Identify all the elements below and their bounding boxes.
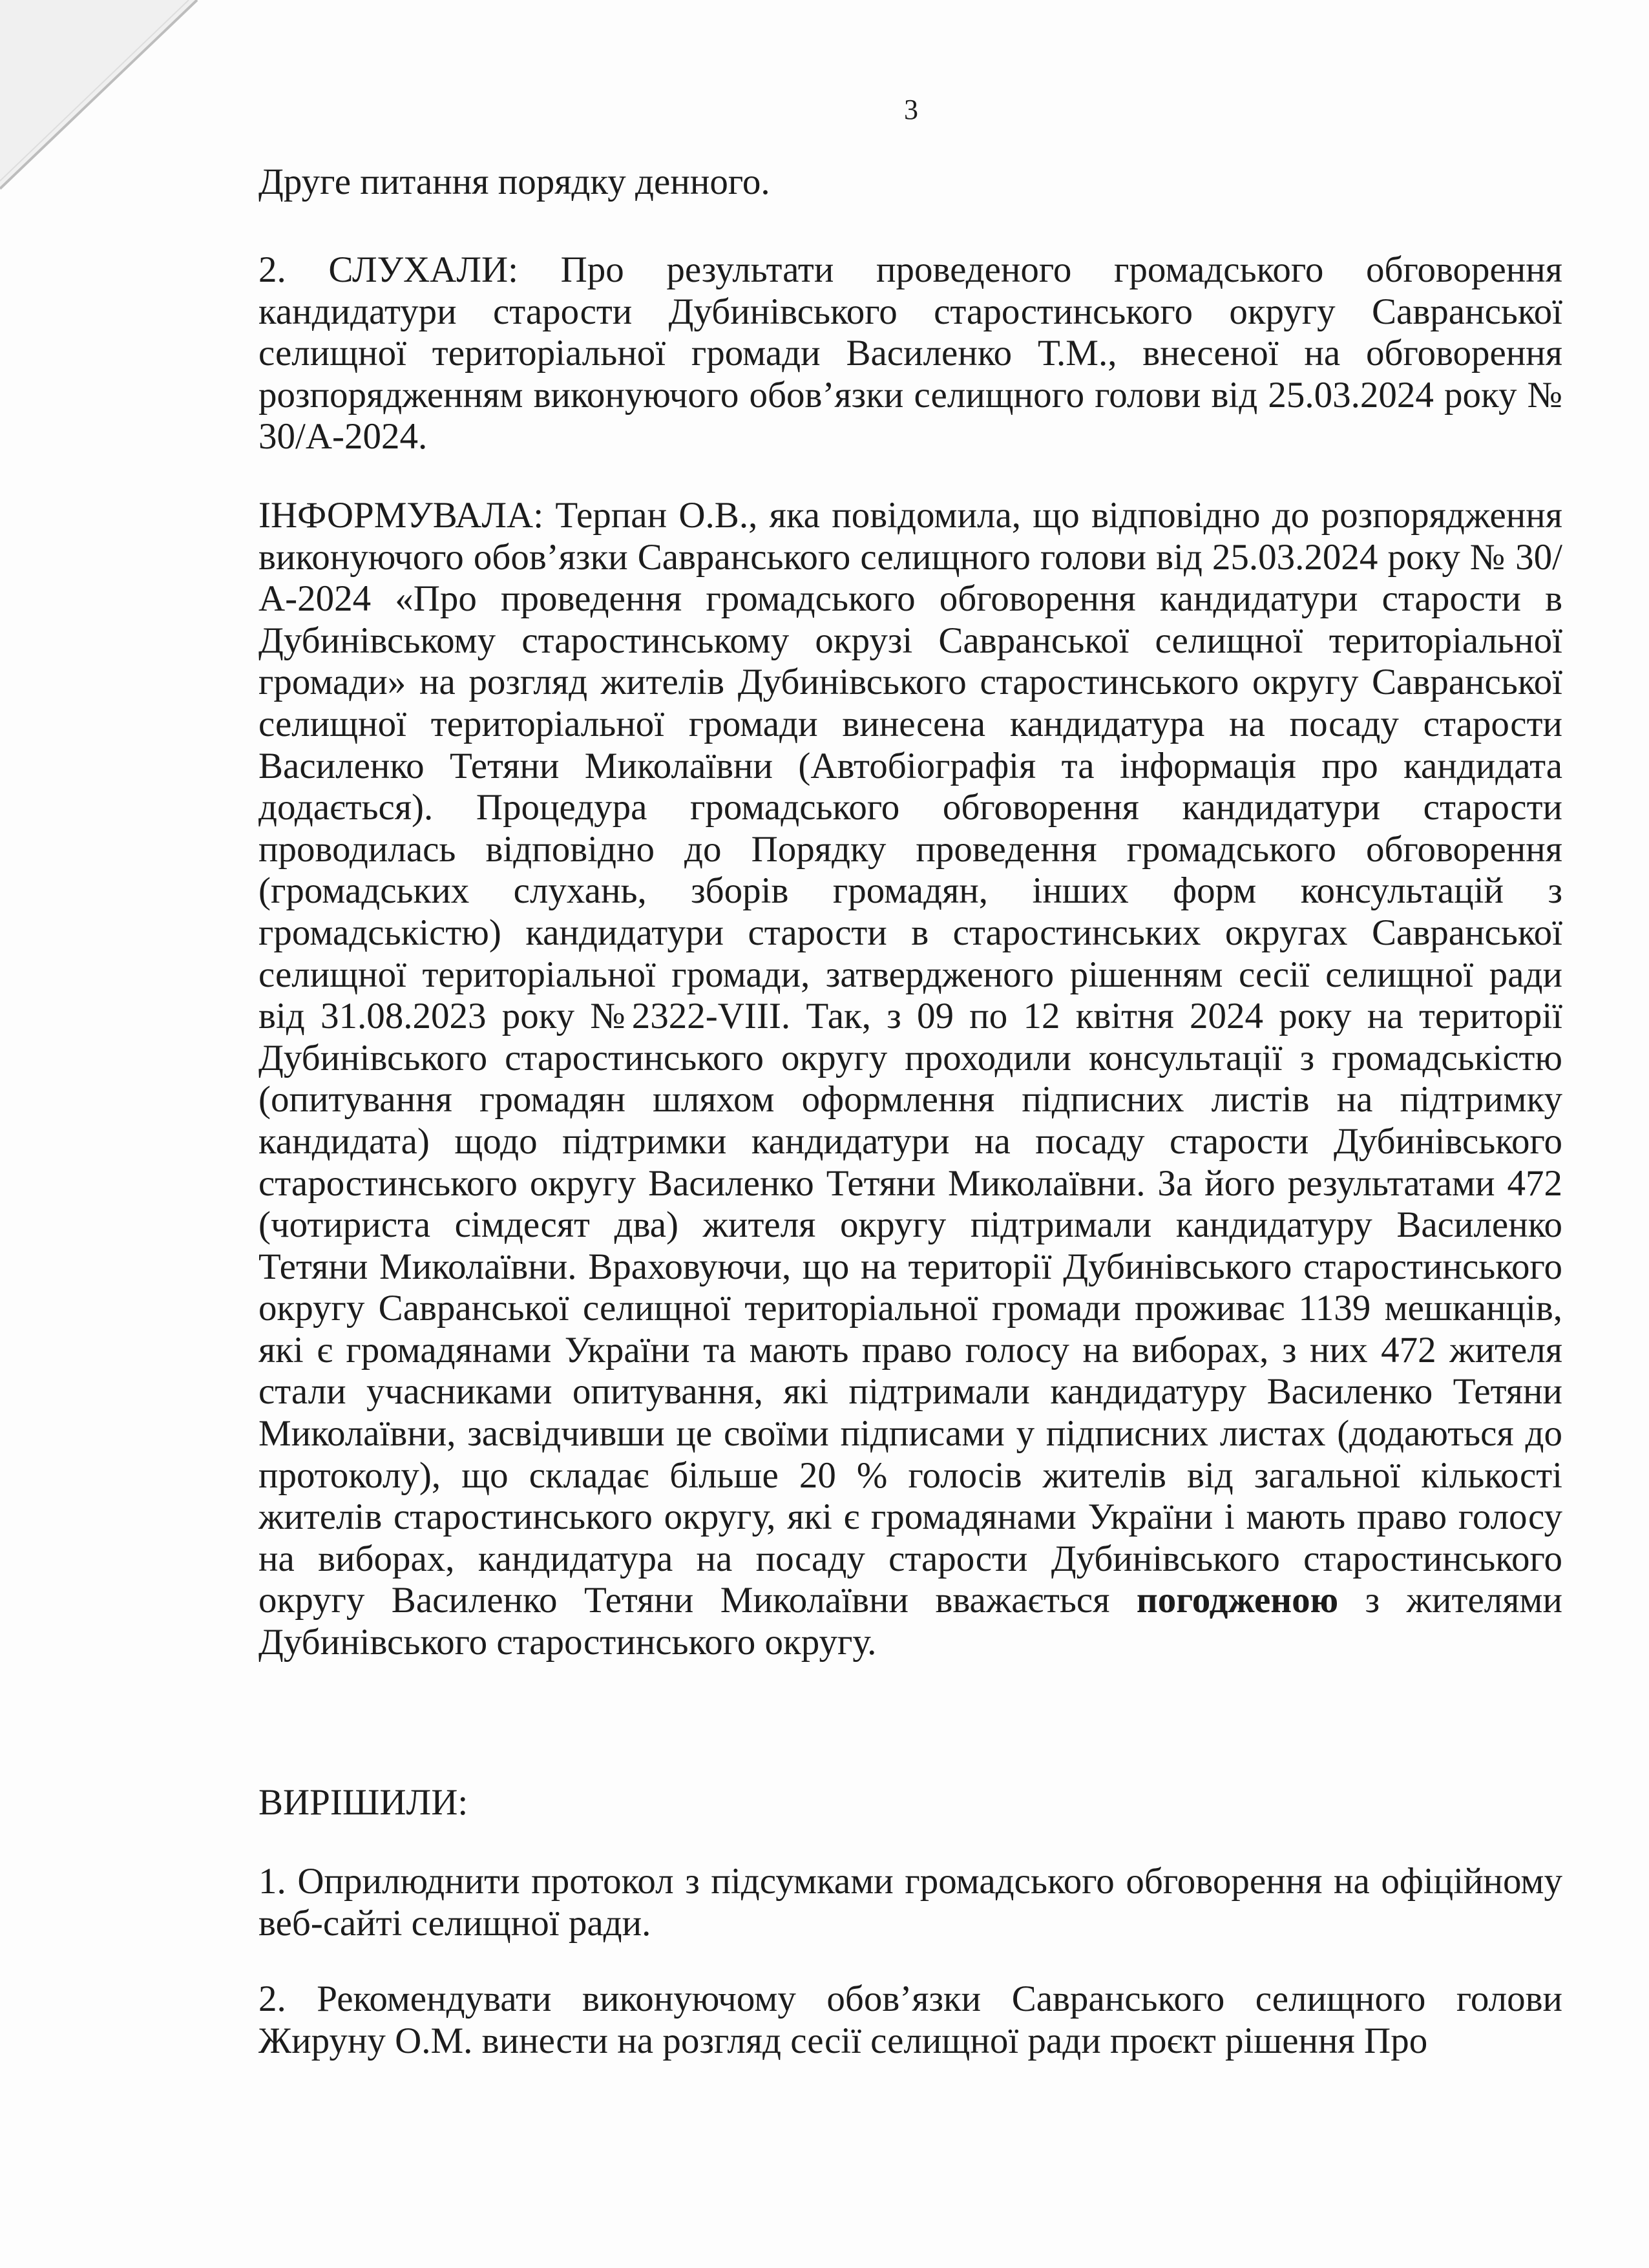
agenda-line: Друге питання порядку денного.	[258, 162, 770, 202]
informed-tail-text: з жителями Дубинівського старостинського округу.	[258, 1580, 1562, 1663]
informed-paragraph	[258, 495, 1562, 1664]
informed-main-text: ІНФОРМУВАЛА: Терпан О.В., яка повідомила, що відповідно до розпорядження виконуючого обов’язки Савранського селищного голови від 25.03.2024 року № 30/А-2024 «Про проведення громадського обговорення кандидатури старости в Дубинівському старостинському окрузі Савранської селищної територіальної громади» на розгляд жителів Дубинівського старостинського округу Савранської селищної територіальної громади винесена кандидатура на посаду старости Василенко Тетяни Миколаївни (Автобіографія та інформація про кандидата додається). Процедура громадського обговорення кандидатури старости проводилась відповідно до Порядку проведення громадського обговорення (громадських слухань, зборів громадян, інших форм консультацій з громадськістю) кандидатури старости в старостинських округах Савранської селищної територіальної громади, затвердженого рішенням сесії селищної ради від 31.08.2023 року №2322-VIII. Так, з 09 по 12 квітня 2024 року на території Дубинівського старостинського округу проходили консультації з громадськістю (опитування громадян шляхом оформлення підписних листів на підтримку кандидата) щодо підтримки кандидатури на посаду старости Дубинівського старостинського округу Василенко Тетяни Миколаївни. За його результатами 472 (чотириста сімдесят два) жителя округу підтримали кандидатуру Василенко Тетяни Миколаївни. Враховуючи, що на території Дубинівського старостинського округу Савранської селищної територіальної громади проживає 1139 мешканців, які є громадянами України та мають право голосу на виборах, з них 472 жителя стали учасниками опитування, які підтримали кандидатуру Василенко Тетяни Миколаївни, засвідчивши це своїми підписами у підписних листах (додаються до протоколу), що складає більше 20 % голосів жителів від загальної кількості жителів старостинського округу, які є громадянами України і мають право голосу на виборах, кандидатура на посаду старости Дубинівського старостинського округу Василенко Тетяни Миколаївни вважається	[258, 495, 1562, 1621]
informed-bold-word: погодженою	[1136, 1580, 1339, 1621]
page-number: 3	[904, 94, 918, 125]
decided-heading: ВИРІШИЛИ:	[258, 1782, 468, 1823]
decision-item-1: 1. Оприлюднити протокол з підсумками громадського обговорення на офіційному веб-сайті селищної ради.	[258, 1861, 1562, 1944]
scan-edge-shadow	[0, 0, 213, 194]
heard-paragraph: 2. СЛУХАЛИ: Про результати проведеного громадського обговорення кандидатури старости Дубинівського старостинського округу Савранської селищної територіальної громади Василенко Т.М., внесеної на обговорення розпорядженням виконуючого обов’язки селищного голови від 25.03.2024 року № 30/А-2024.	[258, 249, 1562, 457]
decision-item-2: 2. Рекомендувати виконуючому обов’язки Савранського селищного голови Жируну О.М. винести на розгляд сесії селищної ради проєкт рішення Про	[258, 1979, 1562, 2061]
